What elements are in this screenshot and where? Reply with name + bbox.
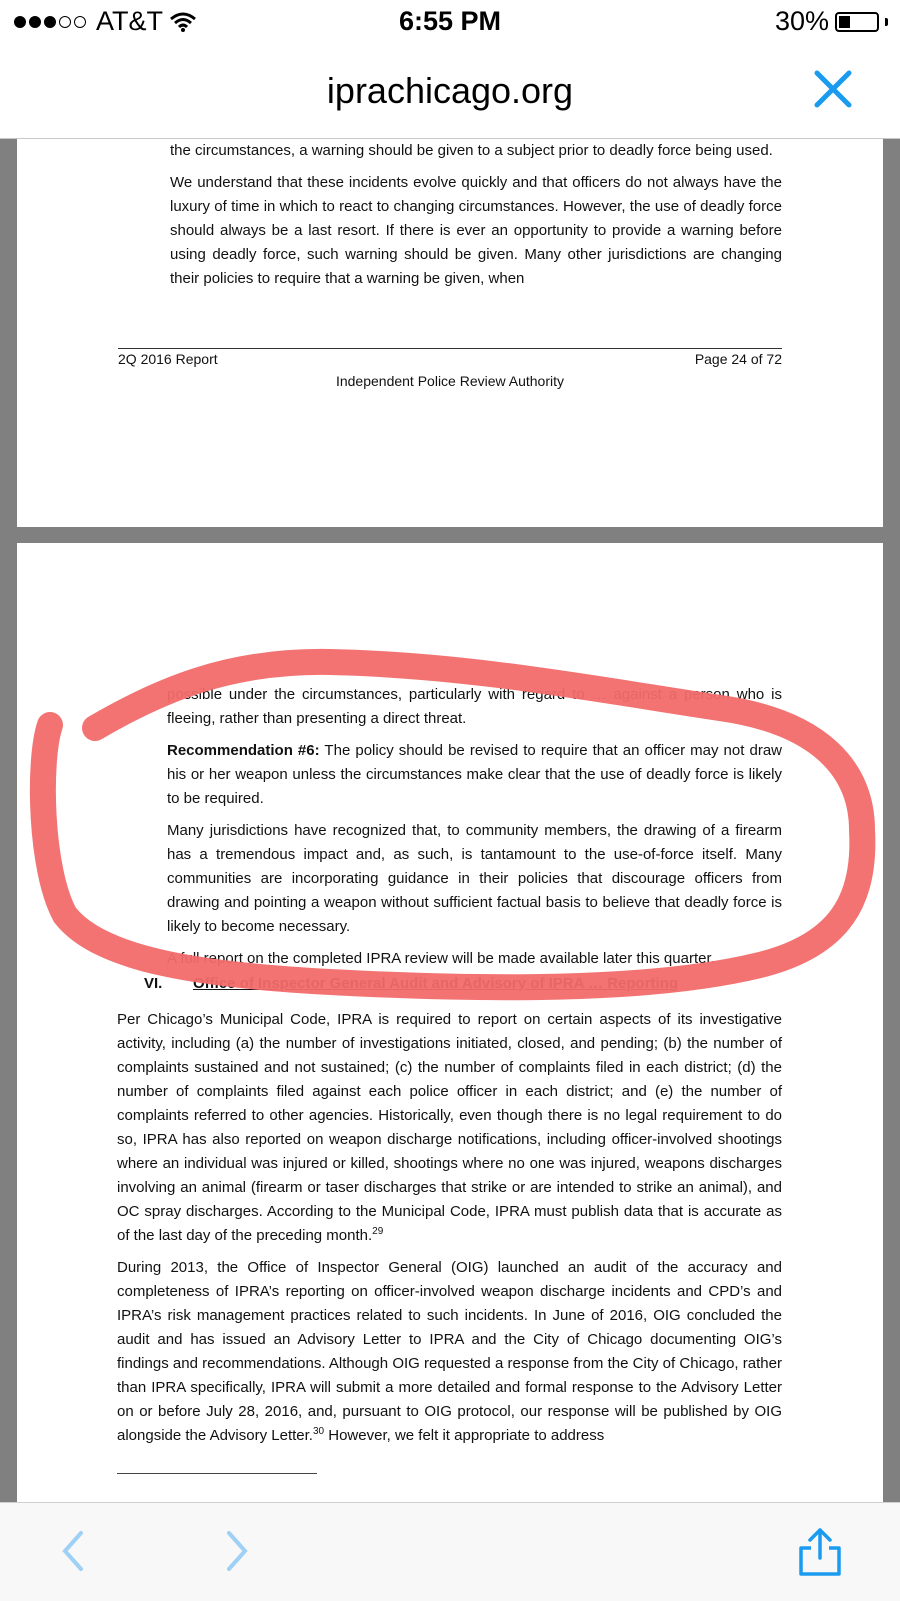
pdf-page-25 <box>17 543 883 1502</box>
section-title: Office of Inspector General Audit and Advisory of IPRA … Reporting <box>193 975 679 992</box>
page2-paragraph-3: Many jurisdictions have recognized that, to community members, the drawing of a firearm has a tremendous impact and, as such, is tantamount to the use-of-force itself. Many communities are incorporating guidance in their policies that discourage officers from drawing and pointing a weapon without sufficient factual basis to believe that deadly force is likely to become necessary. <box>167 822 782 935</box>
footnote-29-ref[interactable]: 29 <box>372 1226 384 1237</box>
page2-paragraph-5: Per Chicago’s Municipal Code, IPRA is required to report on certain aspects of its investigative activity, including (a) the number of investigations initiated, closed, and pending; (b) the number of complaints sustained and not sustained; (c) the number of complaints filed in each district; (d) the number of complaints filed against each police officer in each district; and (e) the number of complaints referred to other agencies. Historically, even though there is no legal requirement to do so, IPRA has also reported on weapon discharge notifications, including officer-involved shootings where an individual was injured or killed, shootings where no one was injured, weapons discharges involving an animal (firearm or taser discharges that strike or are intended to strike an animal), and OC spray discharges. According to the Municipal Code, IPRA must publish data that is accurate as of the last day of the preceding month.$^{29}$ <box>117 1011 782 1244</box>
page2-paragraph-4: A full report on the completed IPRA review will be made available later this quarter. <box>167 950 715 967</box>
page2-paragraph-6: During 2013, the Office of Inspector General (OIG) launched an audit of the accuracy and completeness of IPRA’s reporting on officer-involved weapon discharge incidents and CPD’s and IPRA’s risk management practices related to such incidents. In June of 2016, OIG concluded the audit and has issued an Advisory Letter to IPRA and the City of Chicago documenting OIG’s findings and recommendations. Although OIG requested a response from the City of Chicago, rather than IPRA specifically, IPRA will submit a more detailed and formal response to the Advisory Letter on or before July 28, 2016, and, pursuant to OIG protocol, our response will be published by OIG alongside the Advisory Letter.$^{30}$ However, we felt it appropriate to address <box>117 1259 782 1444</box>
footer-organization: Independent Police Review Authority <box>335 373 565 389</box>
battery-percent: 30% <box>774 6 829 36</box>
forward-button[interactable] <box>206 1521 266 1581</box>
chevron-left-icon <box>59 1529 89 1573</box>
url-label[interactable]: iprachicago.org <box>326 70 574 111</box>
footnote-30-ref[interactable]: 30 <box>312 1426 325 1437</box>
page1-paragraph-2: We understand that these incidents evolve quickly and that officers do not always have the luxury of time in which to react to changing circumstances. However, the use of deadly force should always be a last resort. If there is ever an opportunity to provide a warning before using deadly force, such warning should be given. Many other jurisdictions are changing their policies to require that a warning be given, when <box>170 174 782 287</box>
footer-divider <box>118 348 782 349</box>
clock: 6:55 PM <box>398 6 502 36</box>
share-icon <box>797 1526 843 1576</box>
pdf-page-24 <box>17 139 883 527</box>
browser-header <box>0 44 900 139</box>
battery-icon <box>835 12 879 32</box>
close-button[interactable] <box>812 68 854 110</box>
recommendation-6 <box>167 739 782 811</box>
browser-toolbar <box>0 1502 900 1601</box>
chevron-right-icon <box>221 1529 251 1573</box>
carrier-name: AT&T <box>96 6 163 36</box>
close-x-icon <box>812 68 854 110</box>
back-button[interactable] <box>44 1521 104 1581</box>
page1-paragraph-1: the circumstances, a warning should be given to a subject prior to deadly force being used. <box>170 142 773 159</box>
recommendation-text: The policy should be revised to require that an officer may not draw his or her weapon unless the circumstances make clear that the use of deadly force is likely to be required. <box>167 742 783 807</box>
recommendation-label: Recommendation #6: <box>167 742 320 759</box>
footer-report-label: 2Q 2016 Report <box>118 351 218 367</box>
share-button[interactable] <box>790 1521 850 1581</box>
pdf-viewer[interactable] <box>0 139 900 1502</box>
footer-page-number: Page 24 of 72 <box>694 351 782 367</box>
footnote-divider <box>117 1473 317 1474</box>
page2-paragraph-1: possible under the circumstances, particularly with regard to … against a person who is fleeing, rather than presenting a direct threat. <box>167 686 782 727</box>
section-number: VI. <box>144 975 163 992</box>
status-bar <box>0 0 900 44</box>
battery-group <box>775 6 888 37</box>
